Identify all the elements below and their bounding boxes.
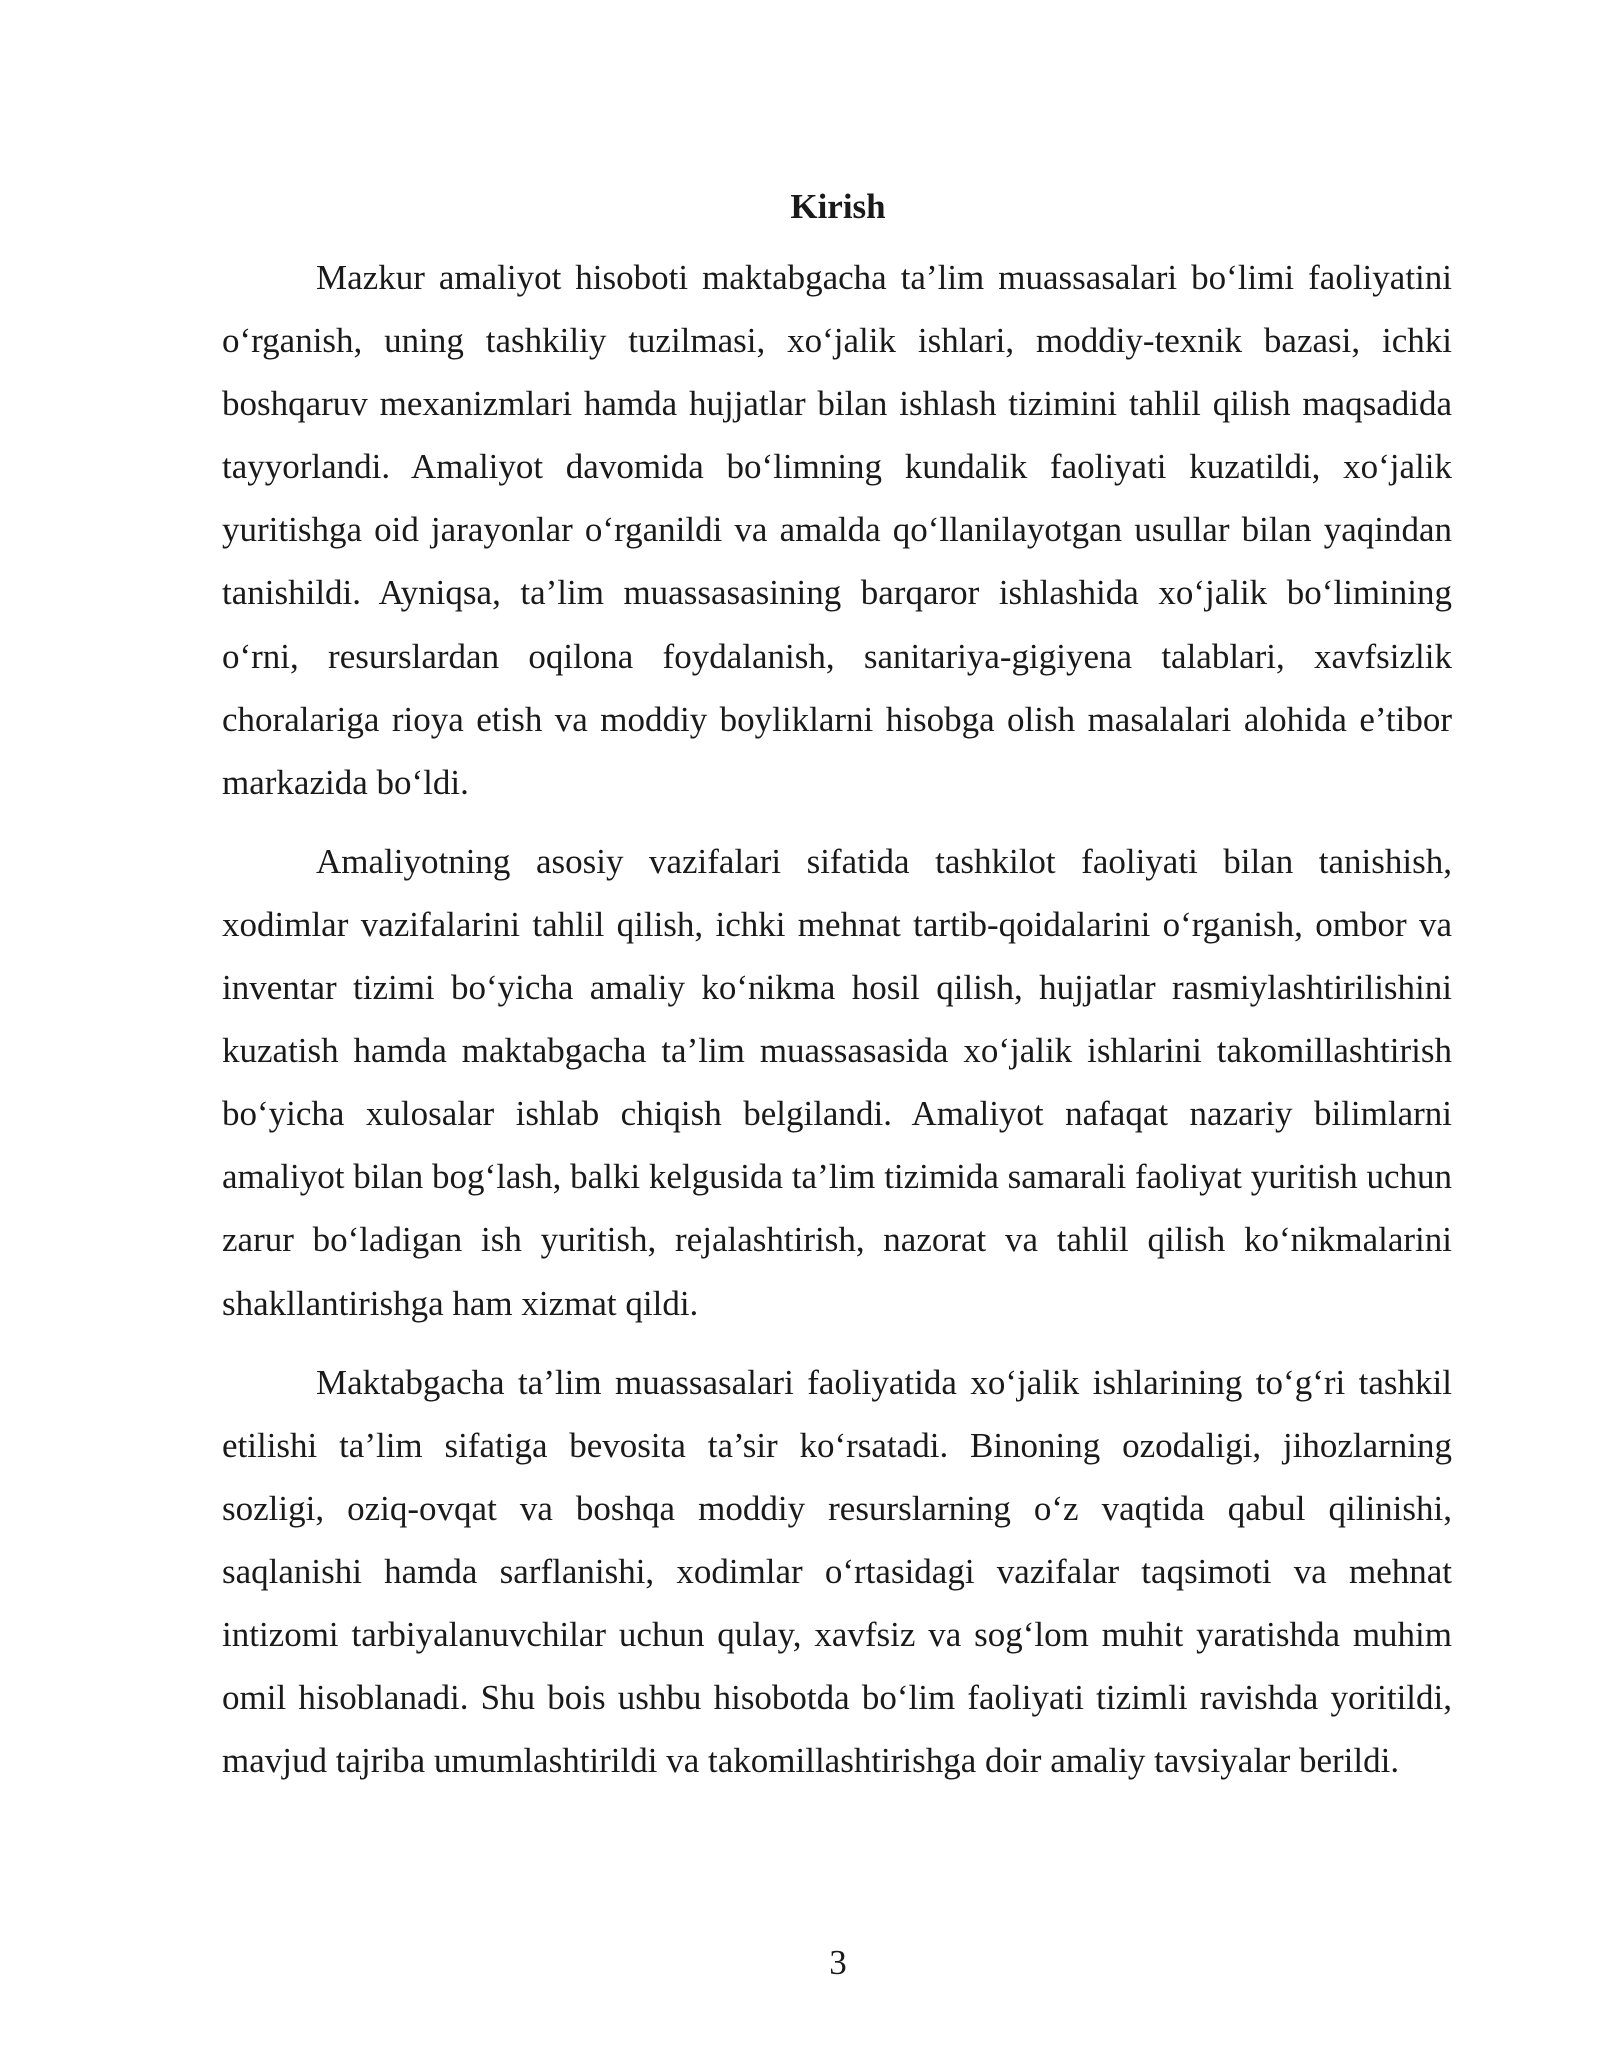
section-heading: Kirish (790, 187, 886, 226)
paragraph-3: Maktabgacha ta’lim muassasalari faoliyatida xo‘jalik ishlarining to‘g‘ri tashkil etilishi ta’lim sifatiga bevosita ta’sir ko‘rsatadi. Binoning ozodaligi, jihozlarning sozligi, oziq-ovqat va boshqa moddiy resurslarning o‘z vaqtida qabul qilinishi, saqlanishi hamda sarflanishi, xodimlar o‘rtasidagi vazifalar taqsimoti va mehnat intizomi tarbiyalanuvchilar uchun qulay, xavfsiz va sog‘lom muhit yaratishda muhim omil hisoblanadi. Shu bois ushbu hisobotda bo‘lim faoliyati tizimli ravishda yoritildi, mavjud tajriba umumlashtirildi va takomillashtirishga doir amaliy tavsiyalar berildi. (222, 1362, 1452, 1781)
page-number: 3 (829, 1943, 847, 1982)
body-text (222, 246, 1452, 1792)
paragraph-1: Mazkur amaliyot hisoboti maktabgacha ta’lim muassasalari bo‘limi faoliyatini o‘rganish, uning tashkiliy tuzilmasi, xo‘jalik ishlari, moddiy-texnik bazasi, ichki boshqaruv mexanizmlari hamda hujjatlar bilan ishlash tizimini tahlil qilish maqsadida tayyorlandi. Amaliyot davomida bo‘limning kundalik faoliyati kuzatildi, xo‘jalik yuritishga oid jarayonlar o‘rganildi va amalda qo‘llanilayotgan usullar bilan yaqindan tanishildi. Ayniqsa, ta’lim muassasasining barqaror ishlashida xo‘jalik bo‘limining o‘rni, resurslardan oqilona foydalanish, sanitariya-gigiyena talablari, xavfsizlik choralariga rioya etish va moddiy boyliklarni hisobga olish masalalari alohida e’tibor markazida bo‘ldi. (222, 258, 1452, 802)
paragraph-2: Amaliyotning asosiy vazifalari sifatida tashkilot faoliyati bilan tanishish, xodimlar vazifalarini tahlil qilish, ichki mehnat tartib-qoidalarini o‘rganish, ombor va inventar tizimi bo‘yicha amaliy ko‘nikma hosil qilish, hujjatlar rasmiylashtirilishini kuzatish hamda maktabgacha ta’lim muassasasida xo‘jalik ishlarini takomillashtirish bo‘yicha xulosalar ishlab chiqish belgilandi. Amaliyot nafaqat nazariy bilimlarni amaliyot bilan bog‘lash, balki kelgusida ta’lim tizimida samarali faoliyat yuritish uchun zarur bo‘ladigan ish yuritish, rejalashtirish, nazorat va tahlil qilish ko‘nikmalarini shakllantirishga ham xizmat qildi. (222, 841, 1452, 1323)
